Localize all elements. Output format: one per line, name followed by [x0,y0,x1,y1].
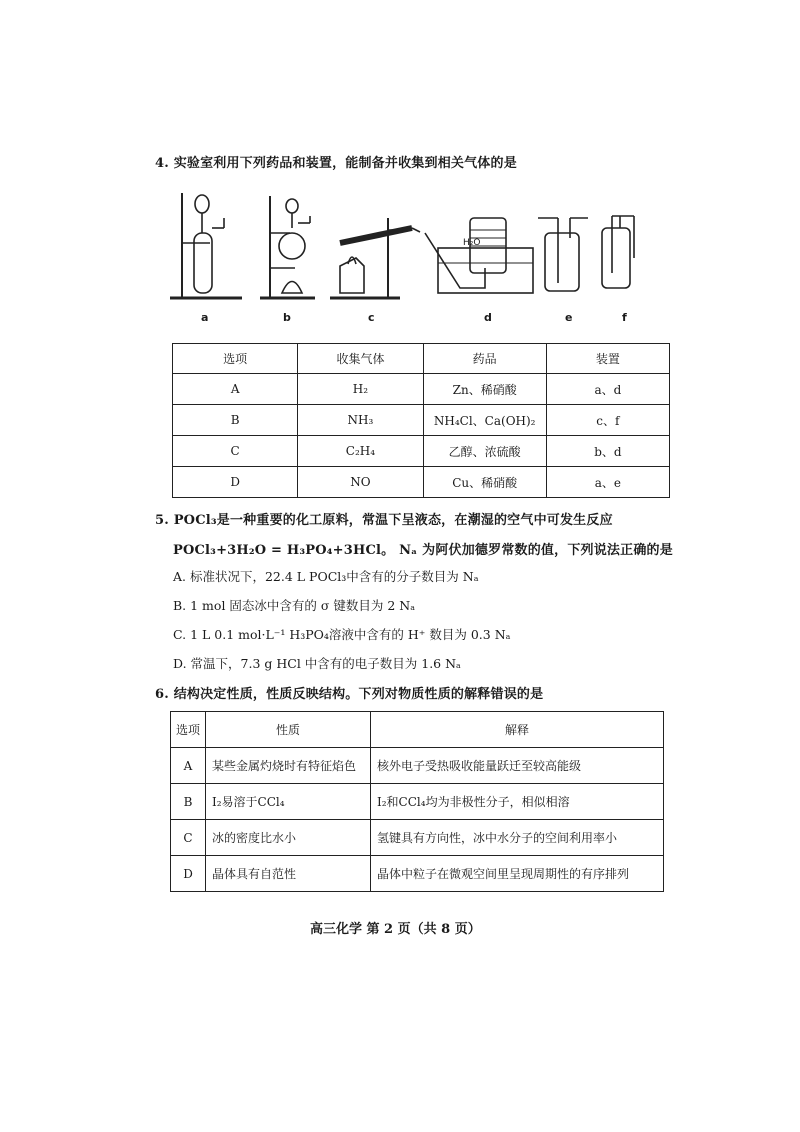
table-cell: 乙醇、浓硫酸 [423,436,546,467]
table-cell: C [173,436,298,467]
table-cell: NH₃ [298,405,423,436]
table-cell: A [173,374,298,405]
table-cell: c、f [546,405,669,436]
apparatus-label-b: b [283,311,291,324]
apparatus-label-a: a [201,311,209,324]
table-cell: 某些金属灼烧时有特征焰色 [206,748,371,784]
apparatus-label-f: f [622,311,627,324]
table-cell: a、d [546,374,669,405]
q6-title: 6. 结构决定性质，性质反映结构。下列对物质性质的解释错误的是 [155,687,544,702]
table-header-cell: 性质 [206,712,371,748]
table-cell: a、e [546,467,669,498]
table-cell: Zn、稀硝酸 [423,374,546,405]
apparatus-c-drawing [330,218,420,298]
apparatus-label-d: d [484,311,492,324]
q6-table [170,711,664,892]
table-cell: b、d [546,436,669,467]
table-row [173,436,670,467]
table-row [173,467,670,498]
table-header-cell: 收集气体 [298,344,423,374]
table-cell: D [173,467,298,498]
q5-option-a: A. 标准状况下，22.4 L POCl₃中含有的分子数目为 Nₐ [173,569,479,584]
q5-equation-line: POCl₃+3H₂O = H₃PO₄+3HCl。 Nₐ 为阿伏加德罗常数的值，下列说法正确的是 [173,543,673,558]
table-cell: 冰的密度比水小 [206,820,371,856]
page-footer: 高三化学 第 2 页（共 8 页） [310,922,481,937]
apparatus-f-drawing [602,216,634,288]
apparatus-d-drawing [425,218,533,293]
table-header-row [173,344,670,374]
table-cell: D [171,856,206,892]
table-header-cell: 装置 [546,344,669,374]
table-cell: C₂H₄ [298,436,423,467]
table-cell: 晶体具有自范性 [206,856,371,892]
table-cell: Cu、稀硝酸 [423,467,546,498]
table-header-cell: 选项 [171,712,206,748]
apparatus-label-c: c [368,311,375,324]
table-cell: B [171,784,206,820]
apparatus-figure [160,188,660,308]
apparatus-label-e: e [565,311,573,324]
table-cell: H₂ [298,374,423,405]
table-header-cell: 选项 [173,344,298,374]
table-cell: NH₄Cl、Ca(OH)₂ [423,405,546,436]
table-header-cell: 药品 [423,344,546,374]
apparatus-e-drawing [538,218,588,291]
table-cell: C [171,820,206,856]
table-cell: 晶体中粒子在微观空间里呈现周期性的有序排列 [371,856,664,892]
table-row [171,748,664,784]
table-cell: NO [298,467,423,498]
q5-title: 5. POCl₃是一种重要的化工原料，常温下呈液态，在潮湿的空气中可发生反应 [155,513,613,528]
table-row [171,784,664,820]
table-cell: 氢键具有方向性，冰中水分子的空间利用率小 [371,820,664,856]
table-cell: I₂和CCl₄均为非极性分子，相似相溶 [371,784,664,820]
table-row [173,405,670,436]
table-row [171,856,664,892]
table-cell: I₂易溶于CCl₄ [206,784,371,820]
table-cell: A [171,748,206,784]
apparatus-a-drawing [170,193,242,298]
table-header-cell: 解释 [371,712,664,748]
q5-option-d: D. 常温下，7.3 g HCl 中含有的电子数目为 1.6 Nₐ [173,656,461,671]
table-row [171,820,664,856]
table-cell: 核外电子受热吸收能量跃迁至较高能级 [371,748,664,784]
table-row [173,374,670,405]
apparatus-b-drawing [260,196,315,298]
q5-option-b: B. 1 mol 固态冰中含有的 σ 键数目为 2 Nₐ [173,598,416,613]
table-header-row [171,712,664,748]
q4-table [172,343,670,498]
q4-title: 4. 实验室利用下列药品和装置，能制备并收集到相关气体的是 [155,156,517,171]
apparatus-d-water-label: H₂O [463,238,481,248]
table-cell: B [173,405,298,436]
q5-option-c: C. 1 L 0.1 mol·L⁻¹ H₃PO₄溶液中含有的 H⁺ 数目为 0.3 Nₐ [173,627,511,642]
